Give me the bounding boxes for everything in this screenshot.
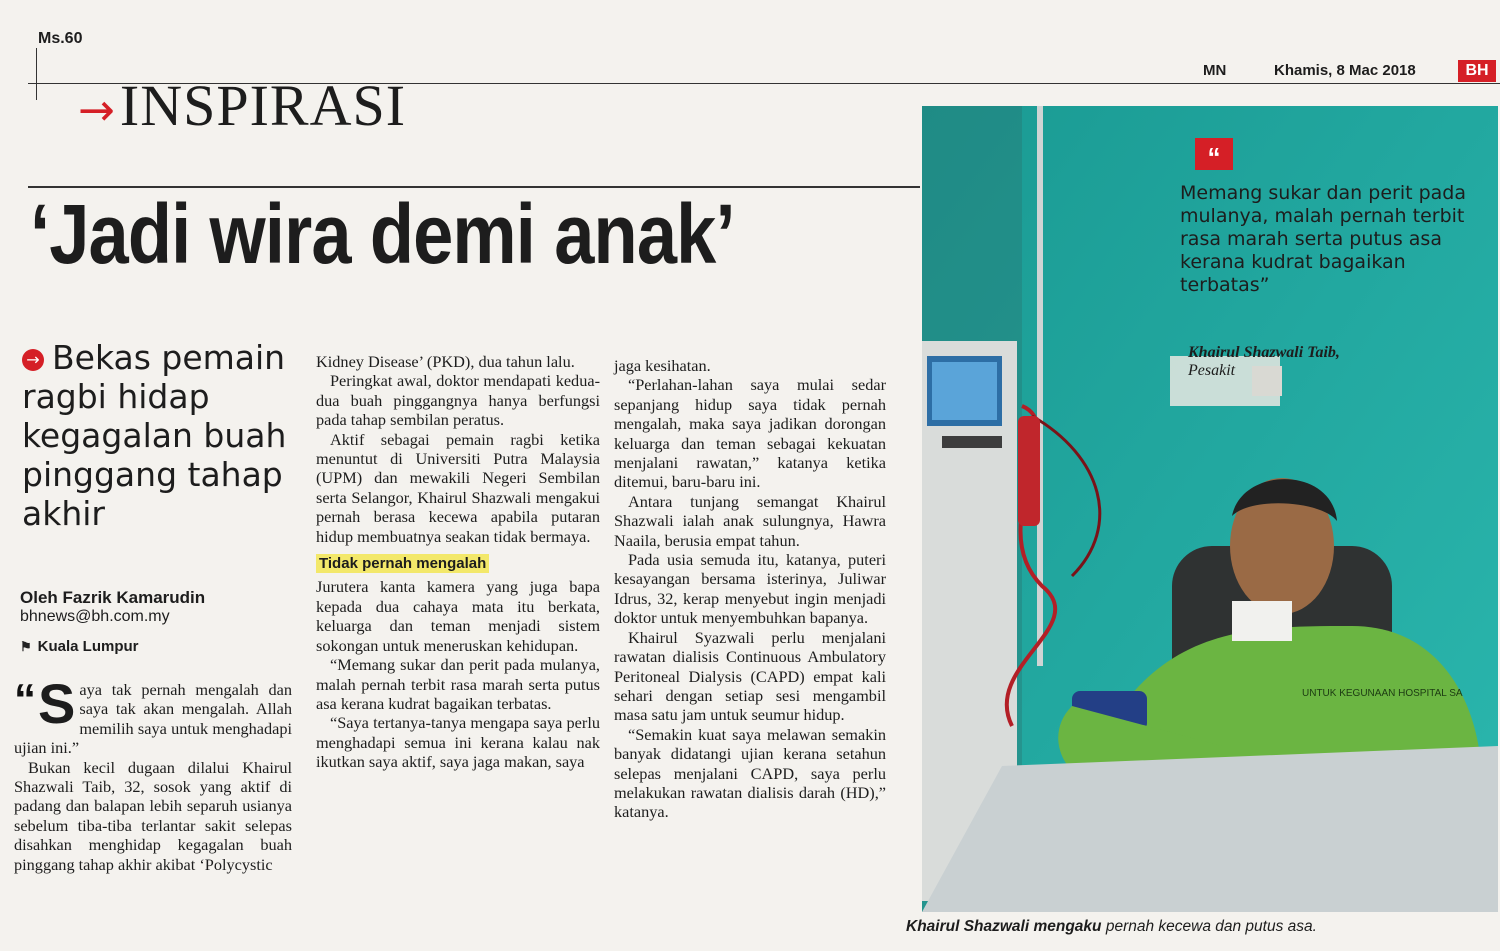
dateline-location: Kuala Lumpur [37,638,139,655]
paragraph: Jurutera kanta kamera yang juga bapa kepada dua cahaya mata itu berkata, keluarga dan teman menjadi sistem sokongan untuk meneruskan kehidupan. [316,577,600,655]
section-label: INSPIRASI [119,73,407,138]
author-email: bhnews@bh.com.my [20,608,170,625]
pull-quote-role: Pesakit [1188,362,1236,379]
lead-paragraph: aya tak pernah mengalah dan saya tak akan mengalah. Allah memilih saya untuk menghadapi ujian ini.” [14,680,292,758]
paragraph: Antara tunjang semangat Khairul Shazwali ialah anak sulungnya, Hawra Naaila, berusia empat tahun. [614,491,886,550]
dek [22,338,297,533]
dateline [20,638,139,655]
subheading: Tidak pernah mengalah [316,554,489,573]
byline: Oleh Fazrik Kamarudin [20,588,206,607]
column-3 [614,356,886,822]
edition-label: MN [1203,62,1227,79]
paragraph: “Saya tertanya-tanya mengapa saya perlu menghadapi semua ini kerana kalau nak ikutkan saya aktif, saya jaga makan, saya [316,713,600,772]
column-2 [316,352,600,772]
paragraph: Kidney Disease’ (PKD), dua tahun lalu. [316,352,575,371]
page-number: Ms.60 [38,30,83,47]
paragraph: Bukan kecil dugaan dilalui Khairul Shazwali Taib, 32, sosok yang aktif di padang dan balapan lebih separuh usianya sebelum tiba-tiba terlantar sakit selepas disahkan menghidap kegagalan buah pinggang tahap akhir akibat ‘Polycystic [14,757,292,874]
column-1 [14,672,292,874]
paragraph: “Semakin kuat saya melawan semakin banyak didatangi ujian kerana setahun selepas menjalani CAPD, saya perlu melakukan rawatan dialisis darah (HD),” katanya. [614,724,886,822]
headline: ‘Jadi wira demi anak’ [30,187,735,281]
pull-quote: Memang sukar dan perit pada mulanya, malah pernah terbit rasa marah serta putus asa kerana kudrat bagaikan terbatas” [1180,182,1467,296]
section-title [78,72,406,139]
caption-lead: Khairul Shazwali mengaku [906,918,1102,935]
photo-caption [906,918,1317,936]
header-corner-rule [36,48,37,100]
paragraph: jaga kesihatan. [614,356,711,375]
shirt-print: UNTUK KEGUNAAN HOSPITAL SA [1302,688,1463,699]
paragraph: Peringkat awal, doktor mendapati kedua-dua buah pinggangnya hanya berfungsi pada tahap sembilan peratus. [316,371,600,430]
issue-date: Khamis, 8 Mac 2018 [1274,62,1416,79]
caption-text: pernah kecewa dan putus asa. [1101,918,1317,935]
drop-quote-mark: “ [14,675,36,724]
quote-icon: “ [1195,138,1233,170]
paragraph: Aktif sebagai pemain ragbi ketika menuntut di Universiti Putra Malaysia (UPM) dan mewakili Negeri Sembilan serta Selangor, Khairul Shazwali mengakui pernah berasa kecewa apabila putaran hidup membuatnya seakan tidak bermaya. [316,429,600,546]
paragraph: “Memang sukar dan perit pada mulanya, malah pernah terbit rasa marah serta putus asa kerana kudrat bagaikan terbatas. [316,655,600,713]
drop-cap: S [38,672,76,735]
pull-quote-name: Khairul Shazwali Taib, [1188,344,1340,361]
paragraph: Pada usia semuda itu, katanya, puteri kesayangan bersama isterinya, Juliwar Idrus, 32, kerap menyebut ingin menjadi doktor untuk menyembuhkan bapanya. [614,550,886,628]
dek-text: Bekas pemain ragbi hidap kegagalan buah pinggang tahap akhir [22,338,287,533]
paragraph: Khairul Syazwali perlu menjalani rawatan dialisis Continuous Ambulatory Peritoneal Dialysis (CAPD) empat kali sehari dengan setiap sesi mengambil masa satu jam untuk seumur hidup. [614,627,886,725]
arrow-icon: → [78,85,116,136]
arrow-bullet-icon: → [22,349,44,371]
paragraph: “Perlahan-lahan saya mulai sedar sepanjang hidup saya tidak pernah mengalah, maka saya jadikan dorongan keluarga dan teman sebagai kekuatan menjalani rawatan,” katanya ketika ditemui, baru-baru ini. [614,375,886,492]
flag-icon: ⚑ [20,639,32,654]
bh-logo: BH [1458,60,1496,82]
